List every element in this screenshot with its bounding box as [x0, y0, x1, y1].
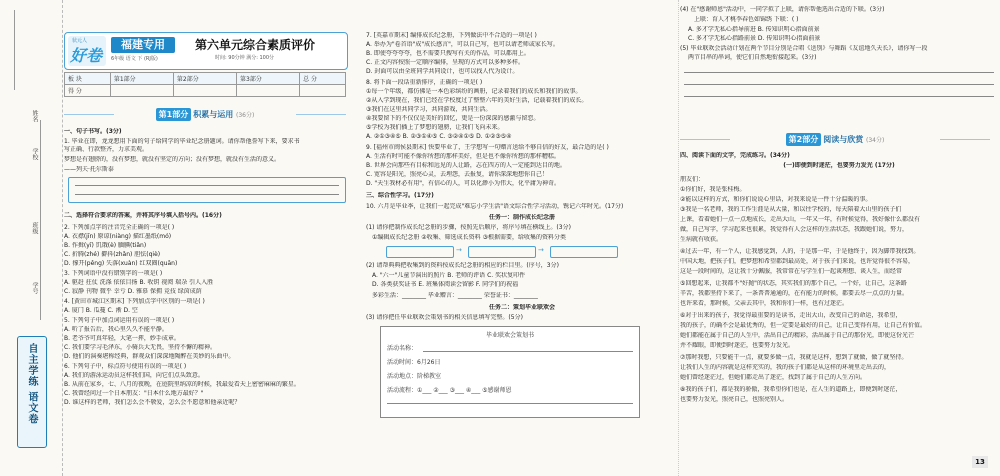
reading-line: ①你们好，我是张桂梅。: [680, 186, 746, 193]
part2-title: 阅读与欣赏: [823, 135, 864, 144]
reading-line: 让我们人生的内容就是这样充实的，我的孩子们都是从这样的环境里走出去的，: [680, 364, 891, 371]
q10-text: 10. 六月是毕业季，让我们一起完成"难忘小学生活"语文综合性学习活动，镌记六年时光。(17分): [366, 203, 624, 210]
q8-sentence: ④我要留下的不仅仅是美好的回忆，更是一份深深的感激与留恋。: [366, 115, 540, 122]
score-cell: 第2部分: [173, 73, 236, 85]
gutter-school-label: 学校: [31, 148, 38, 160]
reading-line: 也许来看，那时候，父亲去其中，我和你们一样，也有过迷茫。: [680, 300, 849, 307]
reading-line: 辛苦，我都坚持下来了，一条普普通通的，在有能力的时候，都要去尽一点点的力量。: [680, 290, 909, 297]
reading-line: 上课，看着她们一点一点地成长，走出大山，一年又一年，有时候觉得，我好像什么都没有: [680, 216, 921, 223]
q6-option: C. 我曾经问过一个日本朋友："日本什么地方最好？": [64, 390, 204, 397]
q2-text: 2. 下列加点字的注音完全正确的一项是( ): [64, 224, 175, 231]
q9-text: 9. [福州市闽侯县期末] 快要毕业了，王学想写一句赠言送给不够自信的好友，最合适的是( ): [366, 144, 609, 151]
reading-line: 她们曾经迷茫过，但她们都走出了迷茫，找到了属于自己的人生方向。: [680, 374, 867, 381]
step-blank[interactable]: [386, 246, 454, 258]
plan-place: 活动地点：阶梯教室: [387, 373, 442, 380]
part1-title: 积累与运用: [193, 110, 234, 119]
reading-line: ⑧我的孩子们，都是我的骄傲，我希望你们也是，在人生的道路上，即便到时迷茫，: [680, 386, 902, 393]
exam-header: [64, 32, 348, 70]
q4-text: 4. [黄田市城江区期末] 下列加点字中区别的一项是( ): [64, 298, 205, 305]
brand-text: 自主学练 语文卷: [26, 343, 37, 425]
arrow-icon: →: [456, 246, 462, 254]
score-cell: 第1部分: [110, 73, 173, 85]
part2-badge: 第2部分: [786, 133, 822, 146]
page-number: 13: [972, 456, 988, 468]
task2-title: 任务二：策划毕业联欢会: [488, 304, 555, 311]
gutter-class-label: 班级: [31, 222, 38, 234]
plan-line: [387, 403, 633, 404]
task1-resources: D. 各类获奖证书 E. 班集体阅读会留影 F. 同学们的祝福: [372, 281, 519, 288]
writing-line: [75, 194, 339, 195]
q9-option: C. 宽容是阳光，照亮心灵，去埋怨，去报复，请你深深地想你自己！: [366, 171, 549, 178]
exam-time: 时间: 90分钟 满分: 100分: [215, 55, 275, 61]
reading-line: 生病就有收获。: [680, 236, 723, 243]
q5-option: B. 老爷爷可真年轻，大笔一挥，妙手成章。: [64, 335, 180, 342]
q2-option: D. 撑开(pěng) 失落(xuàn) 红双圈(quān): [64, 260, 178, 267]
score-cell: 板 块: [65, 73, 111, 85]
reading-line: ②能以这样的方式，和你们说说心里话，对我来说是一件十分温暖的事。: [680, 196, 872, 203]
q6-text: 6. 下列句子中，标点符号使用有误的一项是( ): [64, 363, 187, 370]
logo-small-text: 状元人: [72, 38, 88, 44]
writing-box[interactable]: [68, 177, 346, 203]
step-blank[interactable]: [550, 246, 618, 258]
gutter-name-label: 姓名: [31, 110, 38, 122]
task1-title: 任务一：制作成长纪念册: [488, 214, 555, 221]
score-table-header: [65, 73, 346, 85]
couplet-first-line: 上联：育人才桃李春色如锦绣 下联：( ): [694, 16, 799, 23]
score-input[interactable]: [173, 85, 236, 97]
section-1-heading: 一、句子书写。(3分): [64, 128, 122, 135]
step-blank[interactable]: [468, 246, 536, 258]
score-table-row: [65, 85, 346, 97]
q3-option: C. 寂静 刊物 微乎 幸亏 D. 雅慕 保拥 竞技 绿茵成荫: [64, 288, 202, 295]
reading-line: 朋友们：: [680, 176, 705, 183]
column-3: [680, 0, 998, 476]
couplet-option: C. 多才学无私心指路前景 D. 传知识明心指面前景: [688, 35, 821, 42]
q7-option: B. 即使夸夸夸夸，也不需要只搜写有关的作品，可以都用上。: [366, 50, 530, 57]
plan-time: 活动时间：6月26日: [387, 359, 441, 366]
reading-line: 这是一段时间的，这让我十分佩服，我常常在与学生们一起谈理想、谈人生，而经常: [680, 268, 903, 275]
logo: [68, 36, 106, 66]
party-plan-form: [380, 326, 640, 418]
task1-q1: (1) 请你把制作成长纪念册的步骤，按照先后顺序，将序号填在横线上。(3分): [366, 224, 571, 231]
q4-option: A. 厦门 B. 瓜蔓 C. 淅 D. 空: [64, 307, 138, 314]
score-input[interactable]: [300, 85, 346, 97]
section-2-heading: 二、选择符合要求的答案，并将其序号填入括号内。(16分): [64, 212, 222, 219]
q9-option: B. 世界会向那些有目标和远见的人让路，志在四方的人一定能到达目的地。: [366, 162, 566, 169]
q2-option: A. 衣襟(jīn) 原谅(niàng) 描红墨纸(mó): [64, 233, 172, 240]
exam-title: 第六单元综合素质评价: [195, 38, 316, 52]
reading-line: 我的孩子，的确不会是最优秀的，但一定要是最好的自己，让自己变得有用，让自己有价值。: [680, 322, 927, 329]
q9-option: D. "天生我材必有用"，有信心的人，可以化渺小为伟大，化平庸为神奇。: [366, 180, 560, 187]
q1-quote: 梦想是有翅膀的，没有梦想，就没有坚定的方向；没有梦想，就没有生活的意义。: [64, 156, 281, 163]
reading-subtitle: (一)即便到时迷茫，也要努力发光 (17分): [783, 162, 895, 169]
part1-score: (36分): [236, 112, 255, 119]
gutter-line: [14, 10, 15, 90]
q8-sentence: ②从入学到现在，我们已经在学校度过了整整六年的美好生活，记载着我们的成长。: [366, 97, 588, 104]
q8-sentence: ③我们在这里共同学习，共同游戏，共同生活。: [366, 106, 492, 113]
writing-line: [75, 185, 339, 186]
q5-option: C. 我们要学习毛泽东，小骑兵大无畏，坚持不懈的精神。: [64, 344, 217, 351]
reading-line: 也要努力发光，照亮自己，也照亮别人。: [680, 396, 789, 403]
region-badge: 福建专用: [111, 37, 175, 53]
answer-line[interactable]: [684, 96, 994, 97]
reading-line: 中国大地，把孩子们，把梦想和希望都到最高处，对于孩子们来说，也许觉得很不容易，: [680, 258, 915, 265]
part1-heading: [64, 108, 346, 121]
reading-line: 并不耀眼，即便到时迷茫，也要努力发光。: [680, 342, 795, 349]
q7-text: 7. [英嘉市期末] 编排成长纪念册，下列做法中不合适的一项是( ): [366, 32, 537, 39]
reading-line: ⑥对于出来的孩子，我觉得最重要的是读书，走出大山，改变自己的命运，我希望，: [680, 312, 902, 319]
q8-sentence: ①每一个年级，都仿佛是一本色彩缤纷的画册，记录着我们的成长和我们的故事。: [366, 88, 582, 95]
q1-author: ——列夫·托尔斯泰: [64, 166, 114, 173]
q2-option: B. 作揖(yī) 饥饿(è) 腼腆(tiǎn): [64, 242, 147, 249]
part2-heading: [680, 133, 990, 146]
score-cell: 总 分: [300, 73, 346, 85]
reading-line: ③我是一名老师，我的工作生涯是从大量，和以往学校的，每天陪着大山里的孩子们: [680, 206, 902, 213]
gutter-id-label: 学号: [31, 282, 38, 294]
reading-line: ⑤回想起来，让我都不"好抛"的状态，其实我们的那个自己，一个好，让自己，这条路: [680, 280, 907, 287]
plan-name-input[interactable]: [423, 351, 633, 352]
q3-text: 3. 下列词语中没有错别字的一项是( ): [64, 270, 163, 277]
plan-name-label: 活动名称：: [387, 345, 418, 352]
reading-line: 做，自己写字，学习起来也很累，我觉得有人会这样的生活状态，我跟她们说，努力，: [680, 226, 909, 233]
column-1: [64, 0, 354, 476]
grade-info: 6年级 语文 下 (RJ版): [111, 56, 158, 62]
task1-resources: A. "六一"儿童节演出的照片 B. 老师的评语 C. 奖状复印件: [372, 272, 526, 279]
fold-line: [678, 0, 679, 476]
q7-option: D. 封面可以由全班同学共同设计，也可以找人代为设计。: [366, 68, 519, 75]
reading-line: ④过去一年，有一个人，让我感觉到，人的，于是那一年，于是他终于，因为脚带我找到。: [680, 248, 920, 255]
task2-q5: 两节目串的串词，使它们自然地衔接起来。(3分): [688, 54, 817, 61]
task1-steps: ①编辑成长纪念册 ②收集、筛选成长资料 ③根据需要，给收集的资料分类: [372, 234, 566, 241]
q7-option: A. 举办为"卷首语"成"成长感言"，可以自己写，也可以请老师或家长写。: [366, 41, 559, 48]
plan-title: 毕业联欢会策划书: [485, 332, 534, 339]
reading-line: ⑦那时我想，只要能干一点，就要多做一点，我就是这样，想到了就做，做了就坚持。: [680, 354, 908, 361]
part2-score: (34分): [866, 137, 885, 144]
q8-sentence: ⑤学校为我们插上了梦想的翅膀，让我们飞向未来。: [366, 124, 504, 131]
q8-options: A. ②①③④⑤ B. ②③①④⑤ C. ③②④①⑤ D. ①②③⑤④: [366, 133, 512, 140]
score-cell: 得 分: [65, 85, 111, 97]
answer-line[interactable]: [684, 84, 994, 85]
score-cell: 第3部分: [237, 73, 300, 85]
q3-option: A. 驱赶 拄仗 洗涤 依依目扬 B. 收钥 视阅 瑞杂 引人入胜: [64, 279, 214, 286]
q1-text: 1. 毕业在即，龙龙想用下面的句子给同学的毕业纪念册题词。请你帮他誊写下来，要求书: [64, 138, 300, 145]
q5-option: D. 他们的演奏堪称经典，群观众们深深地陶醉在美妙的乐曲中。: [64, 353, 235, 360]
q6-option: A. 我们的游泳运动员这样我们国，向它们点头致意。: [64, 372, 204, 379]
score-input[interactable]: [237, 85, 300, 97]
q6-option: B. 从前在家乡，七、八月的夜晚，在庭院里纳凉的时候，我最爱看天上密密麻麻的繁星。: [64, 381, 300, 388]
answer-line[interactable]: [684, 72, 994, 73]
binding-gutter: [0, 0, 63, 476]
brand-box: [17, 336, 47, 448]
q6-option: D. 谁这样的老师，我们怎么会不敬爱，怎么会不愿意和他亲近呢？: [64, 399, 241, 406]
arrow-icon: →: [538, 246, 544, 254]
part1-badge: 第1部分: [156, 108, 192, 121]
reading-line: 她们都能在属于自己的人生中，活出自己的精彩，活出属于自己的那份光，即使这份光芒: [680, 332, 915, 339]
q9-option: A. 生活有时可能不像你所想的那样美好，但是也不像你所想的那样糟糕。: [366, 153, 560, 160]
column-2: [366, 0, 678, 476]
section-4-heading: 四、阅读下面的文字，完成练习。(34分): [680, 152, 790, 159]
q5-text: 5. 下列句子中加点词运用有误的一项是( ): [64, 317, 175, 324]
task1-q2: (2) 请帮典典把收集到的资料按成长纪念册的相应的栏目里。(序号，3分): [366, 262, 559, 269]
plan-flow: 活动流程：①___ ②___ ③___ ④___ ⑤感谢师恩: [387, 387, 512, 394]
score-input[interactable]: [110, 85, 173, 97]
gutter-fill-line: [40, 120, 41, 320]
score-table: [64, 72, 346, 97]
q2-option: C. 折腾(zhé) 擗抖(zhǎn) 胆怯(qiè): [64, 251, 161, 258]
task1-answer: 多彩生活：________ 毕业赠言：________ 荣誉证书：________: [372, 292, 538, 299]
task2-q5: (5) 毕业联欢会活动计划在两个节目分别是合唱《送别》与舞蹈《友谊地久天长》，请你写一段: [680, 45, 928, 52]
q5-option: A. 听了报告后，我心里久久不能平静。: [64, 326, 168, 333]
task2-q4: (4) 在"感谢师恩"活动中，一同学拟了上联，请你帮他选出合适的下联。(3分): [680, 6, 885, 13]
q1-text: 写正确、行款整齐，力求美观。: [64, 146, 149, 153]
logo-text: 好卷: [70, 46, 103, 65]
section-3-heading: 三、综合性学习。(17分): [366, 192, 434, 199]
couplet-option: A. 多才学无私心指导前进 B. 传知识明心指面前景: [688, 26, 820, 33]
q8-text: 8. 将下面一段话重新排序，正确的一项是( ): [366, 79, 483, 86]
q7-option: C. 正文内容按照一定顺序编排，呈现的方式可以多种多样。: [366, 59, 525, 66]
task2-q3: (3) 请你把任毕业联欢会策划书的相关信息填写完整。(5分): [366, 314, 523, 321]
